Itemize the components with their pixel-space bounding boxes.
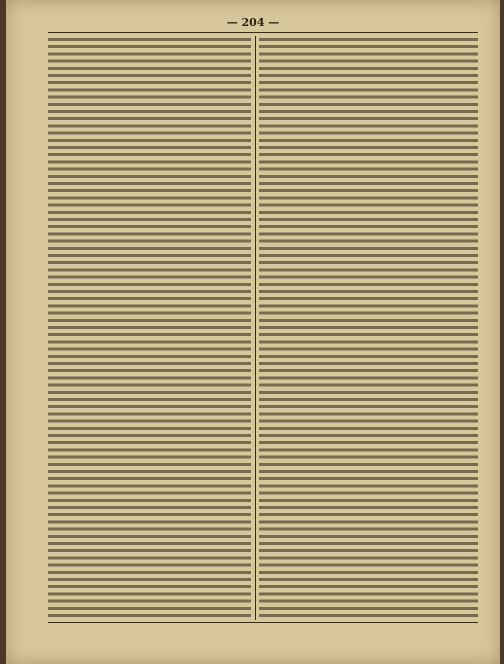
section-heading-vermischtes [259,244,478,255]
riddle-heading [259,494,478,502]
header-rule [48,32,478,33]
riddle-line [268,518,468,525]
left-paragraph [48,38,251,45]
footer-rule [48,622,478,623]
right-paragraph [259,38,478,45]
right-paragraph [259,52,478,59]
left-paragraph [48,45,251,52]
newspaper-page [6,0,500,664]
page-number: — 204 — [226,16,280,29]
left-column [48,38,251,620]
left-paragraph [48,66,251,73]
riddle-line [268,504,468,511]
riddle-text [268,504,468,562]
left-paragraph [48,52,251,59]
column-divider [255,36,256,620]
riddle-line [268,511,468,518]
right-paragraph [259,45,478,52]
left-paragraph [48,59,251,66]
imprint-line [48,626,478,636]
